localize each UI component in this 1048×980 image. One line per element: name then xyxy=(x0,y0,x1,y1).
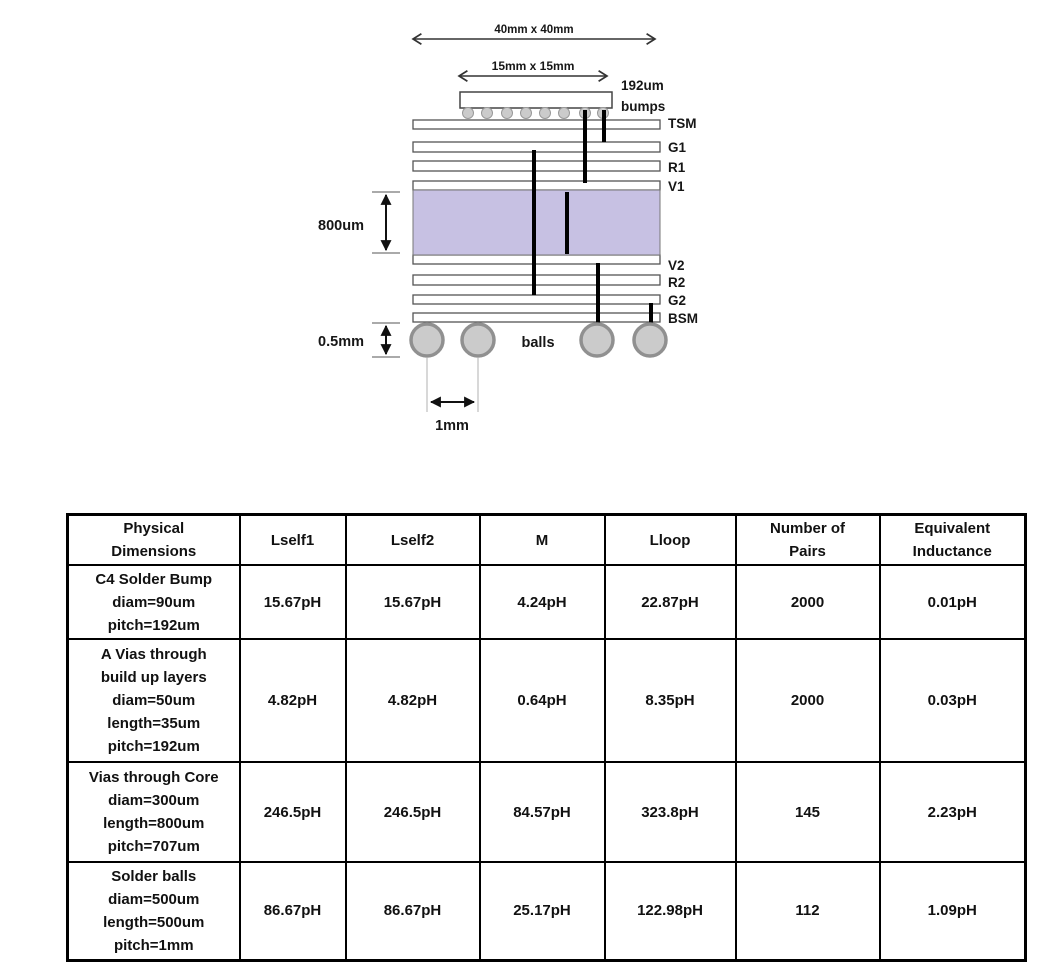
value-cell: 4.82pH xyxy=(240,639,346,762)
dims-line: Solder balls xyxy=(111,867,197,885)
table-row xyxy=(68,565,1026,639)
via-bsm-to-ball xyxy=(649,303,653,325)
value-cell: 145 xyxy=(736,762,880,862)
dims-line: length=800um xyxy=(103,815,205,832)
value-cell: 4.82pH xyxy=(346,639,480,762)
layer-label-v1: V1 xyxy=(668,179,685,194)
bump-icon xyxy=(559,108,570,119)
header-line: Number of xyxy=(770,520,845,537)
dims-cell xyxy=(68,762,240,862)
layer-tsm xyxy=(413,120,660,129)
dims-line: Vias through Core xyxy=(88,769,219,786)
balls-label: balls xyxy=(521,335,555,351)
layer-label-v2: V2 xyxy=(668,258,685,273)
value-cell: 1.09pH xyxy=(880,862,1026,960)
header-line: Pairs xyxy=(789,543,826,560)
ball-height-label: 0.5mm xyxy=(318,334,364,350)
table-row xyxy=(68,762,1026,862)
value-cell: 0.03pH xyxy=(880,639,1026,762)
bump-icon xyxy=(482,108,493,119)
dims-line: diam=90um xyxy=(112,593,196,611)
layer-r1 xyxy=(413,161,660,171)
dims-line: pitch=192um xyxy=(107,738,200,755)
header-line: Physical xyxy=(123,520,185,537)
col-header-number-of-pairs xyxy=(736,515,880,566)
dims-line: diam=50um xyxy=(112,692,196,709)
value-cell: 15.67pH xyxy=(346,565,480,639)
bump-icon xyxy=(521,108,532,119)
ball-pitch-label: 1mm xyxy=(435,418,469,434)
layer-label-r2: R2 xyxy=(668,275,686,290)
dims-cell xyxy=(68,639,240,762)
dims-cell xyxy=(68,862,240,960)
layer-v1 xyxy=(413,181,660,190)
core-thickness-label: 800um xyxy=(318,218,364,234)
via-tsm xyxy=(602,110,606,142)
table-row xyxy=(68,862,1026,960)
value-cell: 84.57pH xyxy=(480,762,605,862)
col-header-lself1: Lself1 xyxy=(240,515,346,566)
layer-v2 xyxy=(413,255,660,264)
dims-line: build up layers xyxy=(100,669,207,686)
layer-r2 xyxy=(413,275,660,285)
value-cell: 323.8pH xyxy=(605,762,736,862)
solder-ball xyxy=(411,324,443,356)
bump-icon xyxy=(502,108,513,119)
value-cell: 2000 xyxy=(736,565,880,639)
layer-label-g2: G2 xyxy=(668,293,687,308)
solder-ball xyxy=(462,324,494,356)
col-header-equivalent-inductance xyxy=(880,515,1026,566)
value-cell: 2.23pH xyxy=(880,762,1026,862)
value-cell: 22.87pH xyxy=(605,565,736,639)
dims-line: pitch=192um xyxy=(107,616,200,634)
table-row xyxy=(68,639,1026,762)
bumps-label: bumps xyxy=(621,99,666,114)
solder-ball xyxy=(634,324,666,356)
layer-label-tsm: TSM xyxy=(668,116,697,131)
dims-line: length=35um xyxy=(107,715,201,732)
header-line: Inductance xyxy=(912,543,992,560)
via-bump-to-v1 xyxy=(583,110,587,183)
dims-line: pitch=707um xyxy=(107,838,200,855)
bump-pitch-label: 192um xyxy=(621,78,664,93)
col-header-lloop: Lloop xyxy=(605,515,736,566)
col-header-physical-dimensions xyxy=(68,515,240,566)
header-line: Equivalent xyxy=(914,520,991,537)
header-row xyxy=(68,515,1026,566)
dims-cell xyxy=(68,565,240,639)
value-cell: 122.98pH xyxy=(605,862,736,960)
value-cell: 112 xyxy=(736,862,880,960)
package-core xyxy=(413,190,660,255)
package-cross-section-diagram xyxy=(280,10,740,460)
layer-label-r1: R1 xyxy=(668,160,686,175)
layer-label-bsm: BSM xyxy=(668,311,698,326)
value-cell: 86.67pH xyxy=(346,862,480,960)
value-cell: 0.01pH xyxy=(880,565,1026,639)
inductance-table xyxy=(66,513,1027,962)
value-cell: 86.67pH xyxy=(240,862,346,960)
die xyxy=(460,92,612,108)
dims-line: diam=300um xyxy=(108,792,200,809)
dims-line: C4 Solder Bump xyxy=(95,570,213,588)
via-v2-to-ball xyxy=(596,263,600,325)
value-cell: 8.35pH xyxy=(605,639,736,762)
layer-g2 xyxy=(413,295,660,304)
dims-line: A Vias through xyxy=(100,646,207,663)
value-cell: 25.17pH xyxy=(480,862,605,960)
layer-g1 xyxy=(413,142,660,152)
col-header-m: M xyxy=(480,515,605,566)
outer-dim-label: 40mm x 40mm xyxy=(494,24,574,36)
value-cell: 246.5pH xyxy=(346,762,480,862)
header-line: Dimensions xyxy=(111,543,197,560)
bump-icon xyxy=(540,108,551,119)
dims-line: diam=500um xyxy=(108,890,200,908)
col-header-lself2: Lself2 xyxy=(346,515,480,566)
dims-line: pitch=1mm xyxy=(113,936,194,954)
value-cell: 0.64pH xyxy=(480,639,605,762)
dims-line: length=500um xyxy=(103,913,205,931)
via-g1-to-g2 xyxy=(532,150,536,295)
layer-bsm xyxy=(413,313,660,322)
die-dim-label: 15mm x 15mm xyxy=(491,59,575,73)
via-through-core xyxy=(565,192,569,254)
value-cell: 4.24pH xyxy=(480,565,605,639)
value-cell: 2000 xyxy=(736,639,880,762)
bump-icon xyxy=(463,108,474,119)
solder-ball xyxy=(581,324,613,356)
value-cell: 246.5pH xyxy=(240,762,346,862)
layer-label-g1: G1 xyxy=(668,140,687,155)
value-cell: 15.67pH xyxy=(240,565,346,639)
